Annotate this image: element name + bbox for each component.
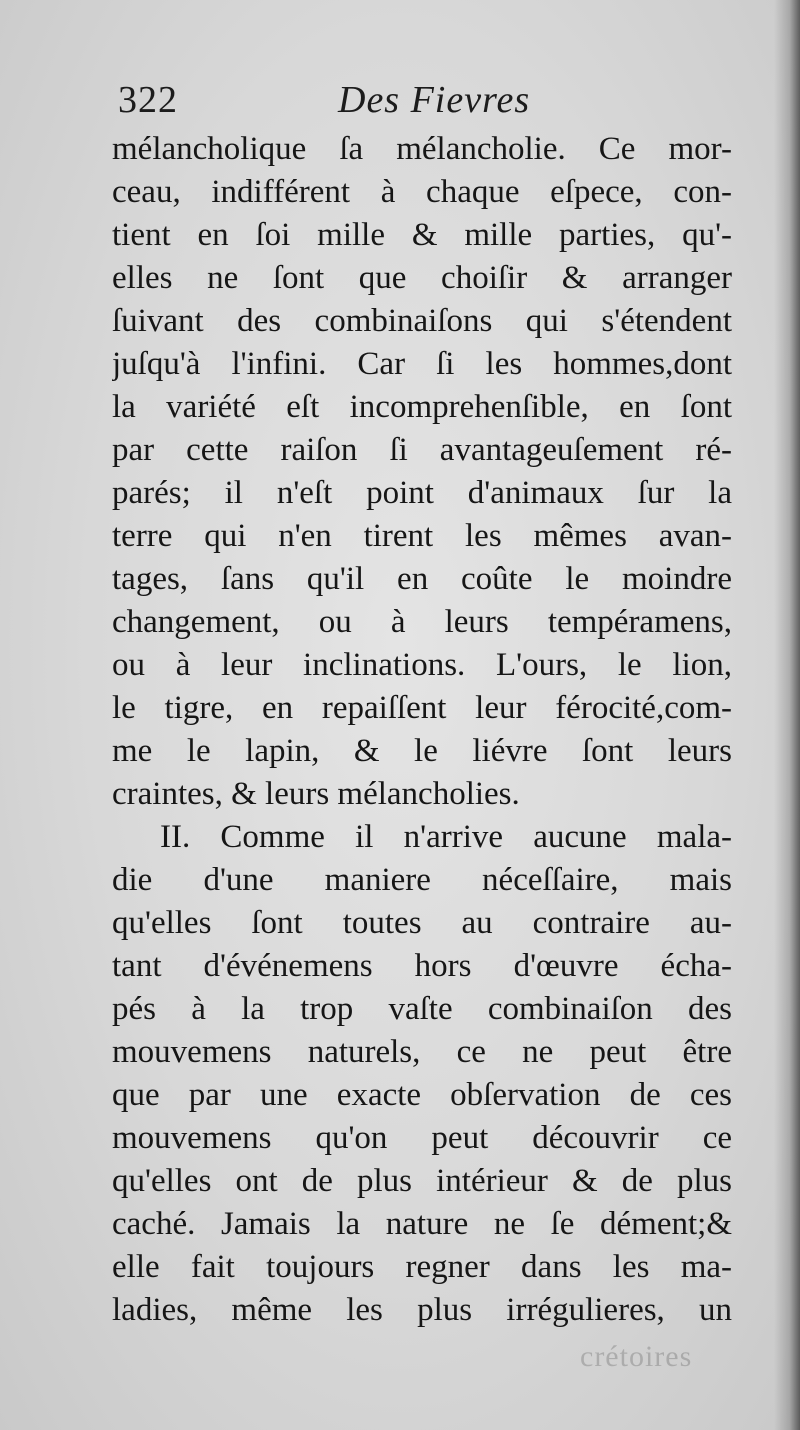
text-line: qu'elles ſont toutes au contraire au- [112,905,732,941]
paragraph-end-line: craintes, & leurs mélancholies. [112,776,520,812]
page-edge-shadow [774,0,800,1430]
page-number: 322 [118,79,178,121]
text-line: me le lapin, & le liévre ſont leurs [112,733,732,769]
text-line: die d'une maniere néceſſaire, mais [112,862,732,898]
text-line: ſuivant des combinaiſons qui s'étendent [112,303,732,339]
text-line: tient en ſoi mille & mille parties, qu'- [112,217,732,253]
body-text [112,128,732,1332]
text-line: changement, ou à leurs tempéramens, [112,604,732,640]
text-line: mouvemens naturels, ce ne peut être [112,1034,732,1070]
text-line: elles ne ſont que choiſir & arranger [112,260,732,296]
text-line: ceau, indifférent à chaque eſpece, con- [112,174,732,210]
text-line: tant d'événemens hors d'œuvre écha- [112,948,732,984]
text-line: le tigre, en repaiſſent leur férocité,com- [112,690,732,726]
text-line: mouvemens qu'on peut découvrir ce [112,1120,732,1156]
running-head: Des Fievres [338,79,531,121]
text-line: mélancholique ſa mélancholie. Ce mor- [112,131,732,167]
text-line: caché. Jamais la nature ne ſe dément;& [112,1206,732,1242]
text-line: la variété eſt incomprehenſible, en ſont [112,389,732,425]
text-line: par cette raiſon ſi avantageuſement ré- [112,432,732,468]
text-line: pés à la trop vaſte combinaiſon des [112,991,732,1027]
text-line: parés; il n'eſt point d'animaux ſur la [112,475,732,511]
text-line: ladies, même les plus irrégulieres, un [112,1292,732,1328]
text-line: ou à leur inclinations. L'ours, le lion, [112,647,732,683]
bleed-through-text: crétoires [580,1340,693,1373]
text-line: elle fait toujours regner dans les ma- [112,1249,732,1285]
page-header [118,78,738,128]
text-line: qu'elles ont de plus intérieur & de plus [112,1163,732,1199]
text-line: que par une exacte obſervation de ces [112,1077,732,1113]
section-start-line: II. Comme il n'arrive aucune mala- [160,819,732,855]
text-line: terre qui n'en tirent les mêmes avan- [112,518,732,554]
text-line: juſqu'à l'infini. Car ſi les hommes,dont [112,346,732,382]
text-line: tages, ſans qu'il en coûte le moindre [112,561,732,597]
